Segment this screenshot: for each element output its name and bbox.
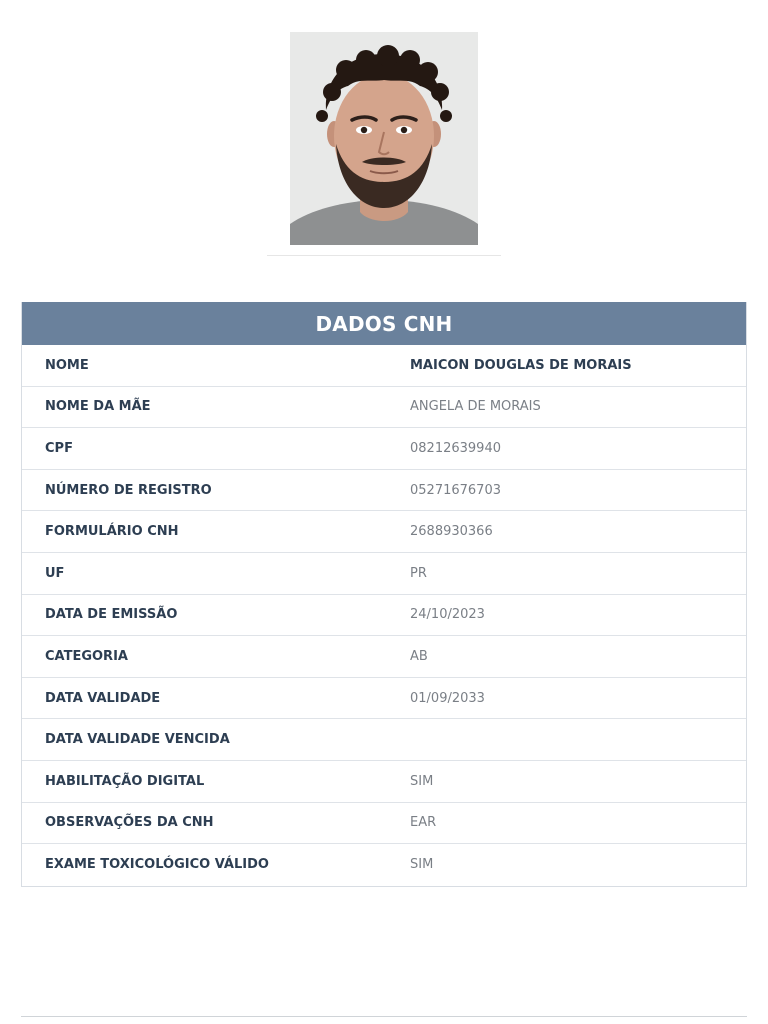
person-photo-icon bbox=[290, 32, 478, 245]
table-row-observacoes bbox=[22, 803, 746, 845]
table-row-numero-registro bbox=[22, 470, 746, 512]
table-row-nome bbox=[22, 345, 746, 387]
table-row-data-emissao bbox=[22, 595, 746, 637]
row-label: HABILITAÇÃO DIGITAL bbox=[45, 773, 205, 789]
row-value: 24/10/2023 bbox=[410, 607, 485, 623]
table-row-data-validade-vencida bbox=[22, 719, 746, 761]
row-value: PR bbox=[410, 565, 427, 581]
row-value: AB bbox=[410, 648, 428, 664]
row-label: CATEGORIA bbox=[45, 648, 128, 664]
photo-frame bbox=[267, 30, 501, 256]
row-label: NOME bbox=[45, 357, 89, 373]
row-value: EAR bbox=[410, 815, 437, 831]
table-title: DADOS CNH bbox=[22, 302, 746, 345]
row-label: FORMULÁRIO CNH bbox=[45, 524, 179, 540]
row-label: OBSERVAÇÕES DA CNH bbox=[45, 815, 214, 831]
table-row-exame-toxicologico bbox=[22, 844, 746, 886]
row-value: 01/09/2033 bbox=[410, 690, 485, 706]
table-row-formulario-cnh bbox=[22, 511, 746, 553]
cnh-data-table bbox=[21, 302, 747, 887]
table-row-categoria bbox=[22, 636, 746, 678]
row-label: CPF bbox=[45, 440, 73, 456]
row-label: UF bbox=[45, 565, 65, 581]
table-row-nome-mae bbox=[22, 387, 746, 429]
table-row-uf bbox=[22, 553, 746, 595]
row-value: ANGELA DE MORAIS bbox=[410, 399, 541, 415]
row-label: NOME DA MÃE bbox=[45, 399, 151, 415]
row-value: MAICON DOUGLAS DE MORAIS bbox=[410, 357, 632, 373]
table-row-cpf bbox=[22, 428, 746, 470]
table-row-data-validade bbox=[22, 678, 746, 720]
row-label: DATA VALIDADE VENCIDA bbox=[45, 732, 230, 748]
row-label: DATA DE EMISSÃO bbox=[45, 607, 178, 623]
row-label: NÚMERO DE REGISTRO bbox=[45, 482, 212, 498]
row-value: SIM bbox=[410, 857, 434, 873]
table-row-habilitacao-digital bbox=[22, 761, 746, 803]
row-label: EXAME TOXICOLÓGICO VÁLIDO bbox=[45, 857, 269, 873]
row-value: 08212639940 bbox=[410, 440, 501, 456]
row-value: 05271676703 bbox=[410, 482, 501, 498]
row-label: DATA VALIDADE bbox=[45, 690, 161, 706]
row-value: 2688930366 bbox=[410, 524, 493, 540]
footer-divider bbox=[21, 1016, 747, 1017]
row-value: SIM bbox=[410, 773, 434, 789]
